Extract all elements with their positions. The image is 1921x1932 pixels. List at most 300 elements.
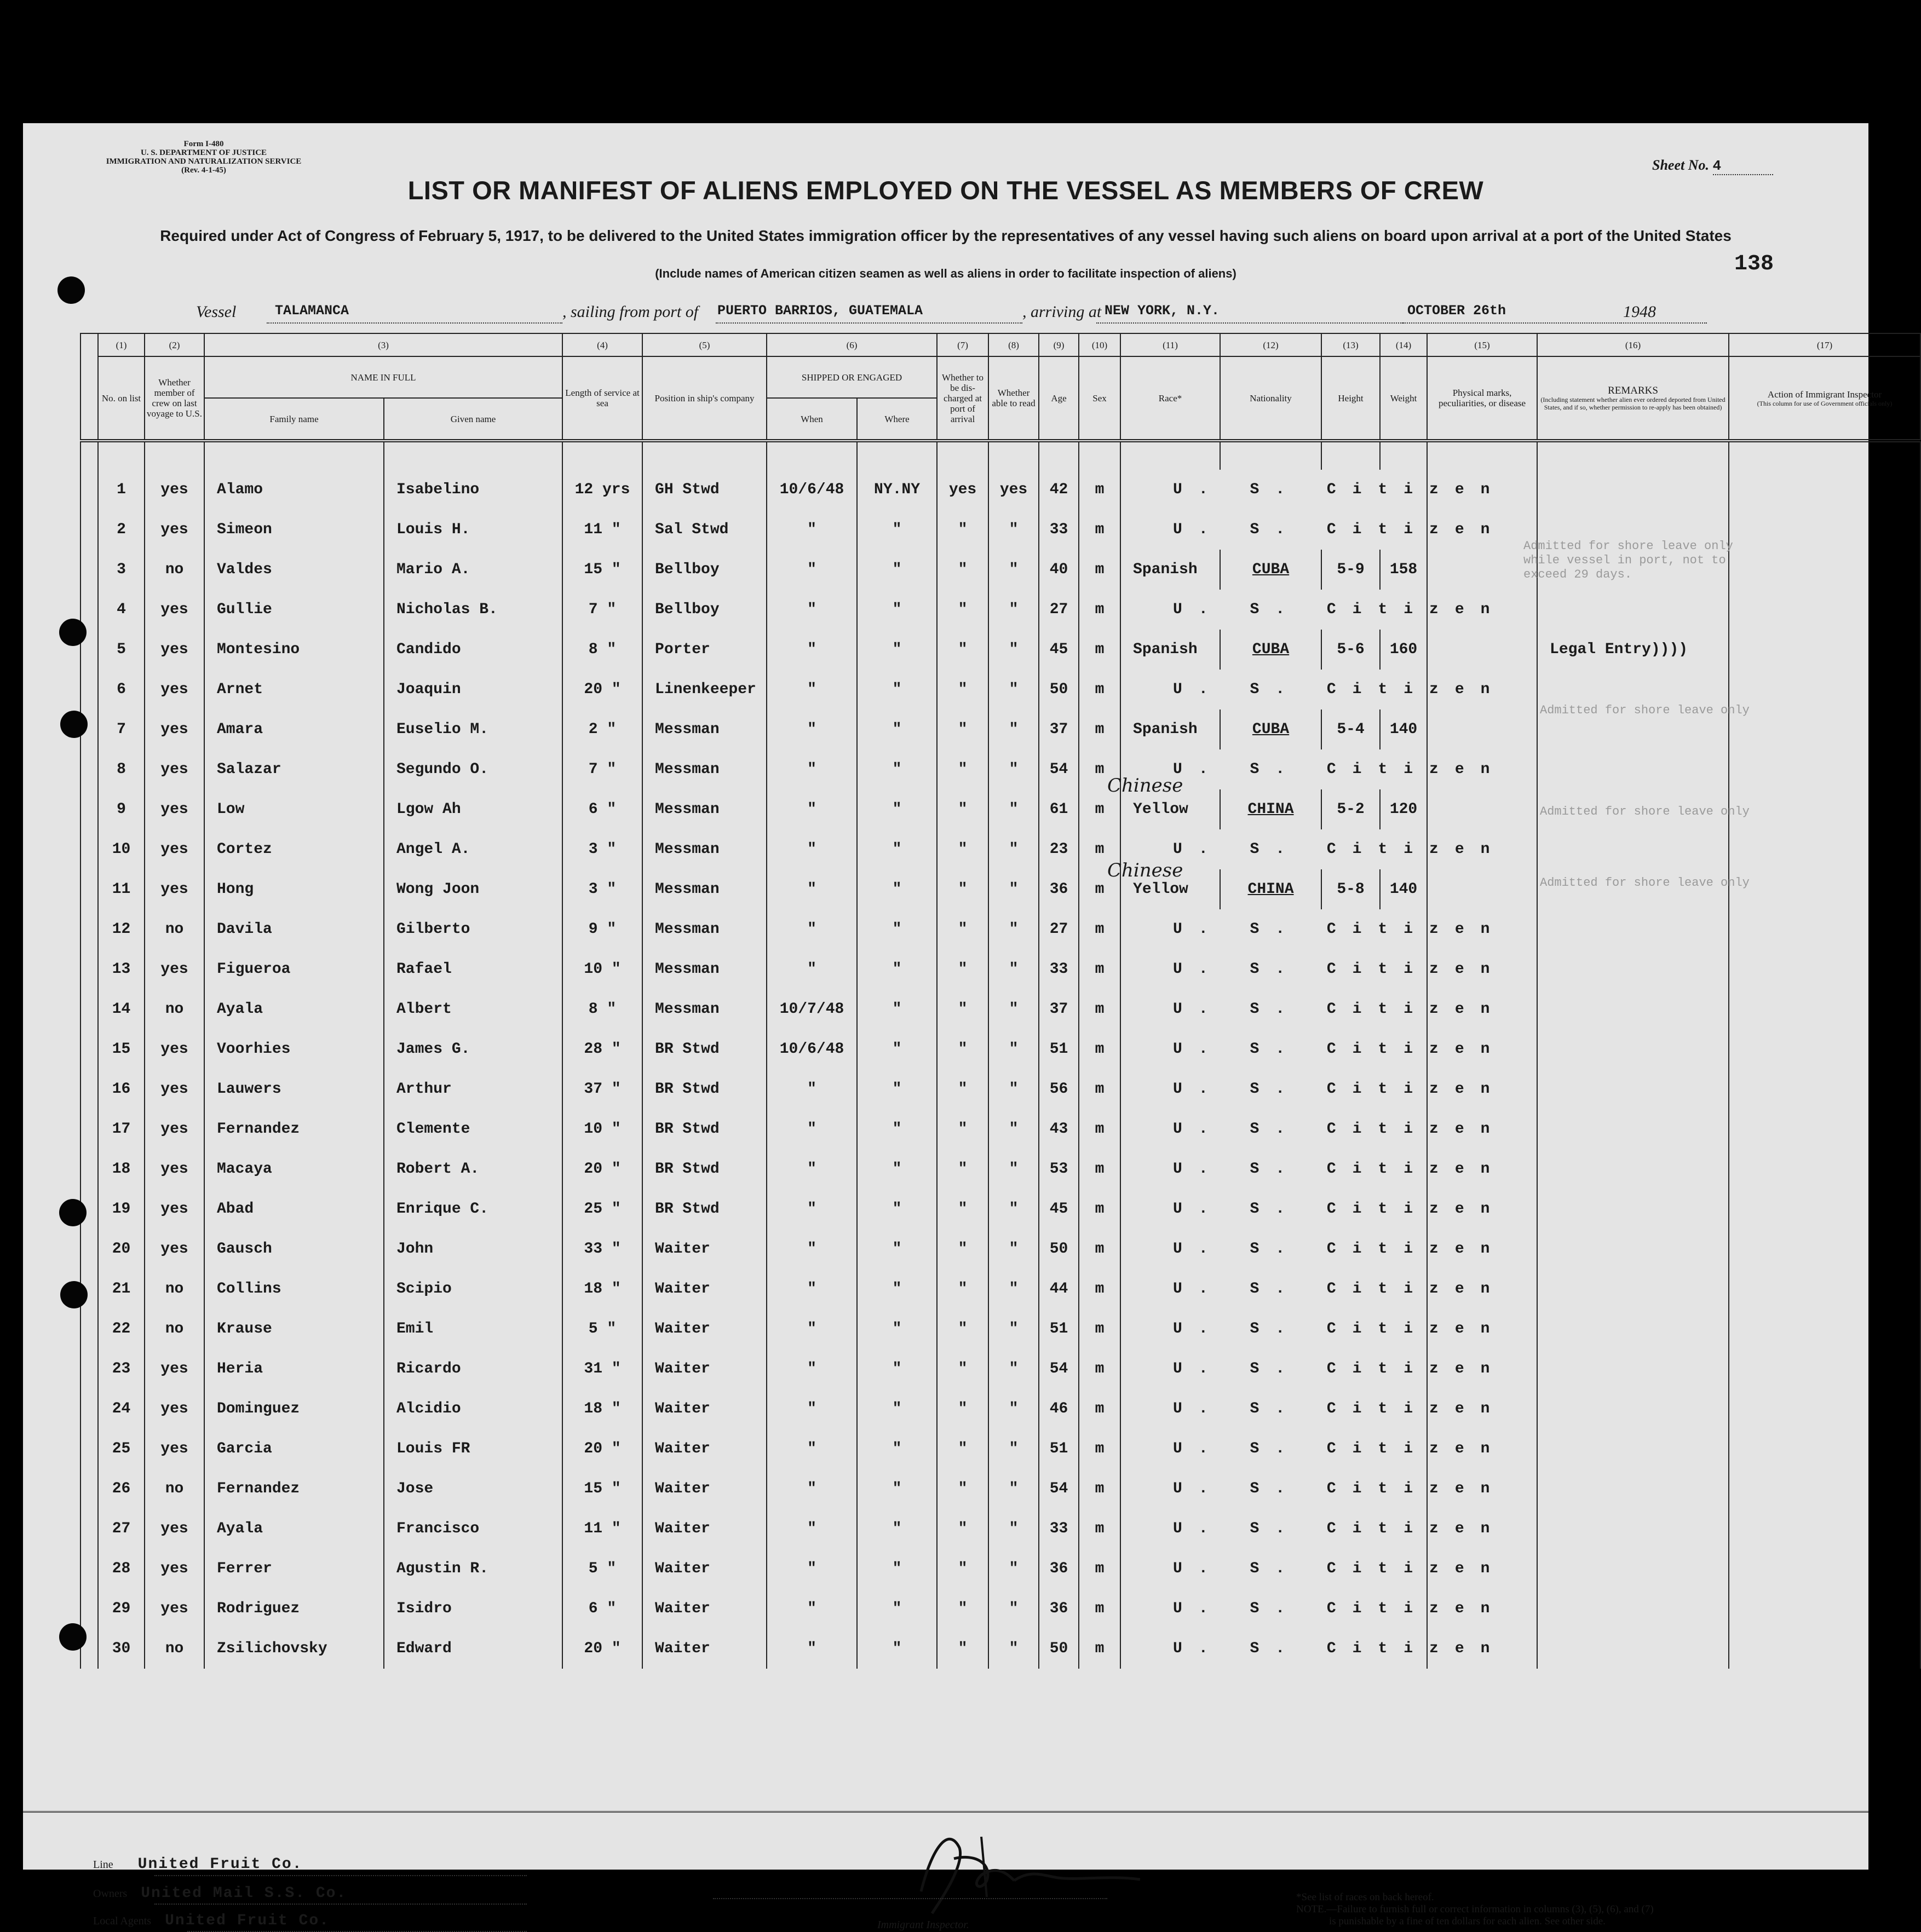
inspector-action — [1729, 1589, 1920, 1629]
last-voyage-member: yes — [145, 1229, 204, 1269]
family-name: Davila — [204, 909, 384, 949]
citizenship-status: U. S. Citizen — [1120, 510, 1427, 550]
manifest-sheet — [23, 123, 1893, 1931]
table-row — [80, 1429, 1920, 1469]
header-given-name: Given name — [384, 398, 562, 441]
family-name: Ayala — [204, 989, 384, 1029]
table-row — [80, 1549, 1920, 1589]
position: Messman — [642, 869, 767, 909]
footer-agents-value: United Fruit Co. — [165, 1912, 330, 1929]
service-name: IMMIGRATION AND NATURALIZATION SERVICE — [106, 157, 302, 166]
height: 5-9 — [1321, 550, 1380, 590]
position: Waiter — [642, 1389, 767, 1429]
shipped-when: " — [767, 909, 857, 949]
length-of-service: 28 " — [562, 1029, 642, 1069]
remarks — [1537, 989, 1729, 1029]
to-be-discharged: " — [937, 1509, 988, 1549]
shipped-where: " — [857, 670, 937, 710]
family-name: Valdes — [204, 550, 384, 590]
last-voyage-member: yes — [145, 1429, 204, 1469]
table-row — [80, 749, 1920, 789]
age: 56 — [1039, 1069, 1079, 1109]
last-voyage-member: yes — [145, 1349, 204, 1389]
row-number: 13 — [98, 949, 145, 989]
given-name: Agustin R. — [384, 1549, 562, 1589]
last-voyage-member: no — [145, 1309, 204, 1349]
page-subtitle: Required under Act of Congress of February 5, 1917, to be delivered to the United States immigration officer by the representatives of any vessel having such aliens on board upon arrival at a port of the United States — [160, 227, 1732, 244]
row-number: 17 — [98, 1109, 145, 1149]
position: Waiter — [642, 1629, 767, 1669]
position: Messman — [642, 749, 767, 789]
last-voyage-member: yes — [145, 1029, 204, 1069]
header-race: Race* — [1120, 356, 1220, 441]
height: 5-6 — [1321, 630, 1380, 670]
to-be-discharged: " — [937, 1429, 988, 1469]
remarks — [1537, 1069, 1729, 1109]
position: GH Stwd — [642, 470, 767, 510]
age: 37 — [1039, 710, 1079, 749]
row-number: 21 — [98, 1269, 145, 1309]
citizenship-status: U. S. Citizen — [1120, 1549, 1427, 1589]
inspector-action — [1729, 550, 1920, 590]
nationality: CUBA — [1220, 710, 1321, 749]
sex: m — [1079, 749, 1120, 789]
col-6-number: (6) — [767, 333, 937, 356]
shipped-when: 10/6/48 — [767, 1029, 857, 1069]
family-name: Fernandez — [204, 1469, 384, 1509]
shipped-when: " — [767, 710, 857, 749]
footer-line-row — [93, 1856, 303, 1873]
given-name: Alcidio — [384, 1389, 562, 1429]
col-15-number: (15) — [1427, 333, 1537, 356]
footer-note-fine: NOTE.—Failure to furnish full or correct information in columns (3), (5), (6), and (7) — [1296, 1904, 1654, 1915]
able-to-read: " — [988, 1469, 1039, 1509]
crew-rows — [80, 441, 1920, 1669]
remarks — [1537, 1549, 1729, 1589]
faint-remark-4: Admitted for shore leave only — [1540, 876, 1750, 890]
weight: 140 — [1380, 710, 1427, 749]
shipped-where: " — [857, 1469, 937, 1509]
length-of-service: 31 " — [562, 1349, 642, 1389]
position: Messman — [642, 949, 767, 989]
physical-marks — [1427, 789, 1537, 829]
given-name: Segundo O. — [384, 749, 562, 789]
row-number: 3 — [98, 550, 145, 590]
to-be-discharged: " — [937, 1229, 988, 1269]
header-family-name: Family name — [204, 398, 384, 441]
inspector-signature — [899, 1815, 1151, 1924]
weight: 158 — [1380, 550, 1427, 590]
length-of-service: 10 " — [562, 1109, 642, 1149]
inspector-action — [1729, 670, 1920, 710]
age: 51 — [1039, 1309, 1079, 1349]
age: 61 — [1039, 789, 1079, 829]
last-voyage-member: yes — [145, 1189, 204, 1229]
sex: m — [1079, 1149, 1120, 1189]
margin-cell — [80, 1349, 98, 1389]
able-to-read: yes — [988, 470, 1039, 510]
to-be-discharged: " — [937, 510, 988, 550]
sex: m — [1079, 1189, 1120, 1229]
faint-remark-line: exceed 29 days. — [1523, 568, 1632, 581]
age: 45 — [1039, 630, 1079, 670]
row-number: 18 — [98, 1149, 145, 1189]
inspector-action — [1729, 909, 1920, 949]
shipped-where: " — [857, 749, 937, 789]
shipped-when: " — [767, 1189, 857, 1229]
physical-marks — [1427, 630, 1537, 670]
shipped-when: " — [767, 869, 857, 909]
last-voyage-member: yes — [145, 1149, 204, 1189]
position: Waiter — [642, 1429, 767, 1469]
sex: m — [1079, 1429, 1120, 1469]
position: Waiter — [642, 1589, 767, 1629]
shipped-when: " — [767, 1389, 857, 1429]
age: 53 — [1039, 1149, 1079, 1189]
last-voyage-member: yes — [145, 710, 204, 749]
inspector-action — [1729, 1429, 1920, 1469]
position: Linenkeeper — [642, 670, 767, 710]
physical-marks — [1427, 869, 1537, 909]
inspector-action — [1729, 1229, 1920, 1269]
family-name: Dominguez — [204, 1389, 384, 1429]
inspector-action — [1729, 470, 1920, 510]
margin-cell — [80, 1069, 98, 1109]
table-row — [80, 1149, 1920, 1189]
shipped-where: " — [857, 1229, 937, 1269]
sex: m — [1079, 1629, 1120, 1669]
footer-owners-value: United Mail S.S. Co. — [141, 1885, 347, 1902]
age: 54 — [1039, 749, 1079, 789]
row-number: 28 — [98, 1549, 145, 1589]
shipped-where: " — [857, 789, 937, 829]
last-voyage-member: no — [145, 1269, 204, 1309]
col-13-number: (13) — [1321, 333, 1380, 356]
table-row — [80, 1269, 1920, 1309]
sheet-number-value: 4 — [1713, 158, 1773, 175]
footer-line-label: Line — [93, 1859, 113, 1871]
last-voyage-member: yes — [145, 630, 204, 670]
able-to-read: " — [988, 949, 1039, 989]
height: 5-4 — [1321, 710, 1380, 749]
table-row — [80, 1629, 1920, 1669]
shipped-where: " — [857, 949, 937, 989]
family-name: Gausch — [204, 1229, 384, 1269]
able-to-read: " — [988, 1509, 1039, 1549]
to-be-discharged: " — [937, 590, 988, 630]
citizenship-status: U. S. Citizen — [1120, 470, 1427, 510]
able-to-read: " — [988, 869, 1039, 909]
margin-cell — [80, 1389, 98, 1429]
position: BR Stwd — [642, 1149, 767, 1189]
inspector-action — [1729, 1389, 1920, 1429]
given-name: Louis H. — [384, 510, 562, 550]
col-1-number: (1) — [98, 333, 145, 356]
given-name: Candido — [384, 630, 562, 670]
citizenship-status: U. S. Citizen — [1120, 1309, 1427, 1349]
race: Spanish — [1120, 630, 1220, 670]
arriving-label: , arriving at — [1022, 303, 1102, 321]
table-row — [80, 1469, 1920, 1509]
given-name: Wong Joon — [384, 869, 562, 909]
age: 33 — [1039, 1509, 1079, 1549]
arrival-date: OCTOBER 26th — [1407, 303, 1506, 319]
last-voyage-member: yes — [145, 670, 204, 710]
citizenship-status: U. S. Citizen — [1120, 749, 1427, 789]
footer-owners-row — [93, 1885, 347, 1902]
to-be-discharged: " — [937, 829, 988, 869]
sailing-label: , sailing from port of — [562, 303, 699, 321]
able-to-read: " — [988, 1349, 1039, 1389]
remarks: Legal Entry)))) — [1537, 630, 1729, 670]
to-be-discharged: " — [937, 1349, 988, 1389]
binder-hole — [59, 1199, 87, 1226]
to-be-discharged: " — [937, 909, 988, 949]
to-be-discharged: " — [937, 1469, 988, 1509]
able-to-read: " — [988, 710, 1039, 749]
sex: m — [1079, 1309, 1120, 1349]
margin-cell — [80, 670, 98, 710]
able-to-read: " — [988, 1589, 1039, 1629]
age: 33 — [1039, 510, 1079, 550]
faint-remark-2: Admitted for shore leave only — [1540, 703, 1750, 717]
to-be-discharged: " — [937, 749, 988, 789]
able-to-read: " — [988, 590, 1039, 630]
shipped-where: " — [857, 1069, 937, 1109]
inspector-action — [1729, 1109, 1920, 1149]
able-to-read: " — [988, 1029, 1039, 1069]
given-name: Albert — [384, 989, 562, 1029]
age: 50 — [1039, 1629, 1079, 1669]
citizenship-status: U. S. Citizen — [1120, 1389, 1427, 1429]
margin-cell — [80, 829, 98, 869]
family-name: Cortez — [204, 829, 384, 869]
age: 50 — [1039, 1229, 1079, 1269]
faint-remark-line: while vessel in port, not to — [1523, 553, 1726, 567]
age: 23 — [1039, 829, 1079, 869]
age: 36 — [1039, 1549, 1079, 1589]
position: Messman — [642, 789, 767, 829]
given-name: James G. — [384, 1029, 562, 1069]
inspector-action — [1729, 1069, 1920, 1109]
family-name: Rodriguez — [204, 1589, 384, 1629]
shipped-when: 10/7/48 — [767, 989, 857, 1029]
remarks — [1537, 1109, 1729, 1149]
table-row — [80, 630, 1920, 670]
footer-note-races: *See list of races on back hereof. — [1296, 1891, 1434, 1903]
shipped-when: " — [767, 590, 857, 630]
citizenship-status: U. S. Citizen — [1120, 1509, 1427, 1549]
given-name: Lgow Ah — [384, 789, 562, 829]
given-name: Rafael — [384, 949, 562, 989]
able-to-read: " — [988, 1189, 1039, 1229]
header-height: Height — [1321, 356, 1380, 441]
header-position: Position in ship's company — [642, 356, 767, 441]
inspector-action — [1729, 1189, 1920, 1229]
age: 51 — [1039, 1029, 1079, 1069]
able-to-read: " — [988, 1309, 1039, 1349]
inspector-action — [1729, 1309, 1920, 1349]
last-voyage-member: yes — [145, 789, 204, 829]
given-name: Louis FR — [384, 1429, 562, 1469]
age: 40 — [1039, 550, 1079, 590]
page-subtitle-note: (Include names of American citizen seamen as well as aliens in order to facilitate inspection of aliens) — [655, 267, 1236, 280]
table-row — [80, 1029, 1920, 1069]
inspector-action — [1729, 1469, 1920, 1509]
table-row — [80, 590, 1920, 630]
length-of-service: 25 " — [562, 1189, 642, 1229]
remarks — [1537, 1509, 1729, 1549]
row-number: 16 — [98, 1069, 145, 1109]
age: 45 — [1039, 1189, 1079, 1229]
age: 54 — [1039, 1349, 1079, 1389]
family-name: Ayala — [204, 1509, 384, 1549]
able-to-read: " — [988, 989, 1039, 1029]
handwritten-race-note-2: Chinese — [1107, 860, 1183, 881]
table-row — [80, 909, 1920, 949]
to-be-discharged: " — [937, 789, 988, 829]
footer-notes — [1296, 1891, 1654, 1928]
age: 44 — [1039, 1269, 1079, 1309]
able-to-read: " — [988, 630, 1039, 670]
row-number: 14 — [98, 989, 145, 1029]
remarks — [1537, 1589, 1729, 1629]
header-no-on-list: No. on list — [98, 356, 145, 441]
citizenship-status: U. S. Citizen — [1120, 1589, 1427, 1629]
binder-hole — [59, 619, 87, 646]
family-name: Hong — [204, 869, 384, 909]
revision-date: (Rev. 4-1-45) — [181, 166, 226, 175]
position: Porter — [642, 630, 767, 670]
to-be-discharged: " — [937, 1589, 988, 1629]
family-name: Simeon — [204, 510, 384, 550]
length-of-service: 6 " — [562, 1589, 642, 1629]
margin-cell — [80, 510, 98, 550]
given-name: Mario A. — [384, 550, 562, 590]
race: Spanish — [1120, 550, 1220, 590]
citizenship-status: U. S. Citizen — [1120, 1029, 1427, 1069]
position: Waiter — [642, 1469, 767, 1509]
header-sex: Sex — [1079, 356, 1120, 441]
last-voyage-member: no — [145, 550, 204, 590]
handwritten-race-note-1: Chinese — [1107, 775, 1183, 797]
shipped-where: " — [857, 510, 937, 550]
col-3-number: (3) — [204, 333, 562, 356]
remarks — [1537, 1469, 1729, 1509]
shipped-where: " — [857, 989, 937, 1029]
binder-hole — [60, 1281, 88, 1308]
margin-cell — [80, 749, 98, 789]
length-of-service: 15 " — [562, 1469, 642, 1509]
col-4-number: (4) — [562, 333, 642, 356]
to-be-discharged: " — [937, 949, 988, 989]
footer-agents-row — [93, 1912, 330, 1929]
row-number: 29 — [98, 1589, 145, 1629]
length-of-service: 8 " — [562, 989, 642, 1029]
family-name: Voorhies — [204, 1029, 384, 1069]
footer-note-fine-cont: is punishable by a fine of ten dollars for each alien. See other side. — [1329, 1916, 1606, 1927]
shipped-where: " — [857, 1509, 937, 1549]
physical-marks — [1427, 550, 1537, 590]
length-of-service: 20 " — [562, 670, 642, 710]
citizenship-status: U. S. Citizen — [1120, 1149, 1427, 1189]
remarks — [1537, 1429, 1729, 1469]
inspector-action — [1729, 749, 1920, 789]
given-name: Isabelino — [384, 470, 562, 510]
margin-cell — [80, 1429, 98, 1469]
to-be-discharged: " — [937, 1189, 988, 1229]
age: 36 — [1039, 869, 1079, 909]
family-name: Low — [204, 789, 384, 829]
row-number: 2 — [98, 510, 145, 550]
col-2-number: (2) — [145, 333, 204, 356]
last-voyage-member: yes — [145, 510, 204, 550]
row-number: 20 — [98, 1229, 145, 1269]
citizenship-status: U. S. Citizen — [1120, 1469, 1427, 1509]
sex: m — [1079, 550, 1120, 590]
family-name: Montesino — [204, 630, 384, 670]
row-number: 10 — [98, 829, 145, 869]
able-to-read: " — [988, 510, 1039, 550]
table-row — [80, 1389, 1920, 1429]
family-name: Figueroa — [204, 949, 384, 989]
sex: m — [1079, 510, 1120, 550]
age: 51 — [1039, 1429, 1079, 1469]
margin-cell — [80, 1469, 98, 1509]
remarks — [1537, 1149, 1729, 1189]
margin-cell — [80, 1549, 98, 1589]
position: Messman — [642, 909, 767, 949]
col-5-number: (5) — [642, 333, 767, 356]
position: Sal Stwd — [642, 510, 767, 550]
sex: m — [1079, 1589, 1120, 1629]
sex: m — [1079, 670, 1120, 710]
remarks — [1537, 470, 1729, 510]
left-margin-col — [80, 333, 98, 441]
page-title: LIST OR MANIFEST OF ALIENS EMPLOYED ON THE VESSEL AS MEMBERS OF CREW — [407, 176, 1484, 205]
shipped-where: " — [857, 829, 937, 869]
table-row — [80, 1109, 1920, 1149]
able-to-read: " — [988, 1629, 1039, 1669]
header-weight: Weight — [1380, 356, 1427, 441]
remarks — [1537, 1349, 1729, 1389]
last-voyage-member: yes — [145, 1389, 204, 1429]
to-be-discharged: " — [937, 1309, 988, 1349]
height: 5-2 — [1321, 789, 1380, 829]
col-9-number: (9) — [1039, 333, 1079, 356]
sex: m — [1079, 1269, 1120, 1309]
remarks — [1537, 1189, 1729, 1229]
length-of-service: 18 " — [562, 1389, 642, 1429]
physical-marks — [1427, 710, 1537, 749]
citizenship-status: U. S. Citizen — [1120, 949, 1427, 989]
shipped-when: " — [767, 1349, 857, 1389]
inspector-action — [1729, 949, 1920, 989]
citizenship-status: U. S. Citizen — [1120, 989, 1427, 1029]
race: Yellow — [1120, 789, 1220, 829]
margin-cell — [80, 789, 98, 829]
shipped-where: " — [857, 550, 937, 590]
inspector-action — [1729, 989, 1920, 1029]
to-be-discharged: " — [937, 1389, 988, 1429]
row-number: 6 — [98, 670, 145, 710]
header-discharged: Whether to be dis-charged at port of arrival — [937, 356, 988, 441]
able-to-read: " — [988, 1549, 1039, 1589]
to-be-discharged: " — [937, 1069, 988, 1109]
remarks — [1537, 1269, 1729, 1309]
position: BR Stwd — [642, 1029, 767, 1069]
given-name: Euselio M. — [384, 710, 562, 749]
